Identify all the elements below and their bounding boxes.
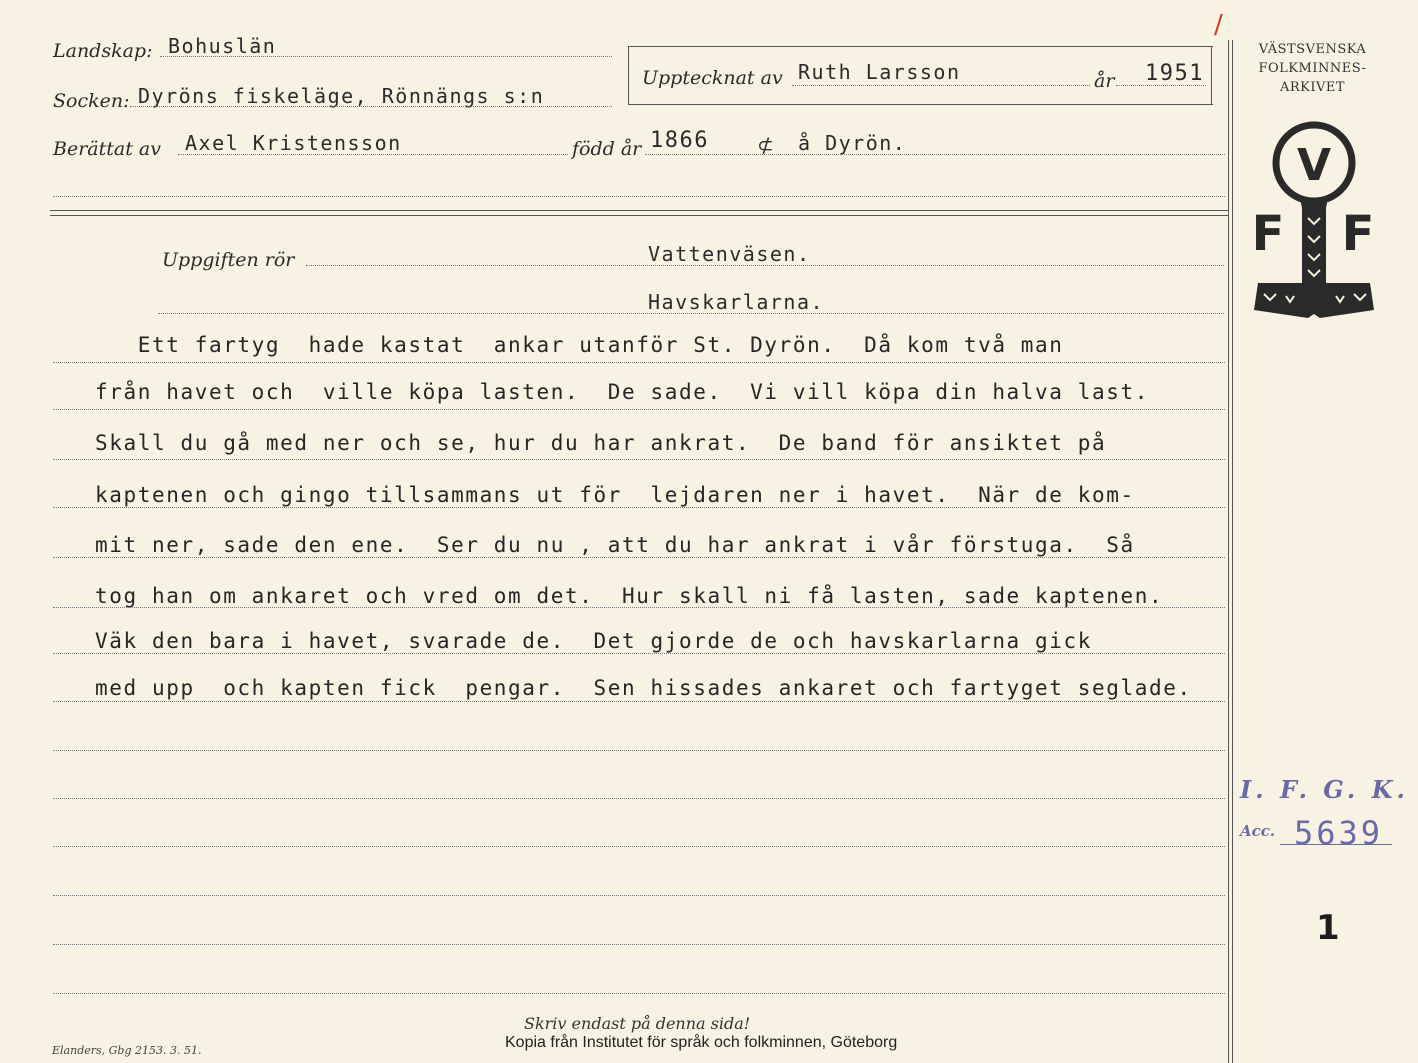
footer-instruction: Skriv endast på denna sida! (524, 1014, 751, 1033)
rule (53, 944, 1225, 945)
socken-line (130, 106, 612, 107)
socken-value: Dyröns fiskeläge, Rönnängs s:n (138, 84, 545, 108)
stamp-initials: I. F. G. K. (1240, 775, 1409, 804)
ar-line (1116, 85, 1206, 86)
fodd-value: 1866 (650, 128, 709, 153)
stamp-underline (1280, 844, 1392, 845)
fodd-line (645, 154, 1225, 155)
subject-line-2: Havskarlarna. (648, 290, 825, 314)
archive-line-2: FOLKMINNES- (1258, 61, 1367, 76)
fodd-label: född år (572, 138, 642, 160)
rule (53, 507, 1225, 508)
body-line: Ett fartyg hade kastat ankar utanför St. Dyrön. Då kom två man (95, 333, 1064, 357)
body-line: Skall du gå med ner och se, hur du har ankrat. De band för ansiktet på (95, 431, 1107, 455)
rule (53, 701, 1225, 702)
archive-line-1: VÄSTSVENSKA (1258, 42, 1367, 57)
berattat-line (178, 154, 568, 155)
vff-hammer-logo-icon (1250, 118, 1378, 323)
upptecknat-value: Ruth Larsson (798, 60, 961, 84)
copy-note: Kopia från Institutet för språk och folkminnen, Göteborg (505, 1034, 898, 1051)
body-line: mit ner, sade den ene. Ser du nu , att du har ankrat i vår förstuga. Så (95, 533, 1135, 557)
body-line: från havet och ville köpa lasten. De sade. Vi vill köpa din halva last. (95, 380, 1149, 404)
header-blank-line (53, 196, 1225, 197)
red-page-mark: / (1214, 10, 1223, 40)
box-left (628, 46, 629, 105)
ar-value: 1951 (1145, 61, 1204, 86)
separator-bottom (50, 215, 1228, 216)
upptecknat-label: Upptecknat av (642, 67, 783, 89)
berattat-label: Berättat av (53, 138, 161, 160)
body-line: med upp och kapten fick pengar. Sen hissades ankaret och fartyget seglade. (95, 676, 1192, 700)
landskap-value: Bohuslän (168, 34, 277, 58)
stamp-acc-number: 5639 (1294, 814, 1384, 852)
rule (53, 993, 1225, 994)
rule (53, 557, 1225, 558)
upptecknat-line (792, 85, 1090, 86)
landskap-line (160, 56, 612, 57)
ar-label: år (1094, 70, 1115, 92)
archive-name (1245, 40, 1380, 97)
subject-dots-1 (306, 265, 1224, 266)
logo-letter-f-right: F (1341, 206, 1375, 262)
separator-top (50, 210, 1228, 211)
subject-line-1: Vattenväsen. (648, 242, 811, 266)
rule (53, 798, 1225, 799)
printer-mark: Elanders, Gbg 2153. 3. 51. (52, 1044, 202, 1057)
body-line: kaptenen och gingo tillsammans ut för lejdaren ner i havet. När de kom- (95, 483, 1135, 507)
logo-letter-f-left: F (1251, 206, 1285, 262)
logo-letter-v: V (1296, 140, 1332, 191)
rule (53, 459, 1225, 460)
stamp-acc-label: Acc. (1240, 822, 1276, 840)
rule (53, 362, 1225, 363)
socken-label: Socken: (53, 90, 130, 112)
rule (53, 607, 1225, 608)
box-bottom (628, 104, 1213, 105)
crossed-out-mark: ⊄ (757, 133, 774, 157)
page-number: 1 (1316, 908, 1340, 948)
margin-line-2 (1232, 40, 1233, 1063)
landskap-label: Landskap: (53, 40, 153, 62)
rule (53, 895, 1225, 896)
rule (53, 846, 1225, 847)
box-top (628, 46, 1213, 47)
fodd-place: å Dyrön. (798, 131, 907, 155)
subject-dots-2 (158, 313, 1224, 314)
rule (53, 750, 1225, 751)
archive-line-3: ARKIVET (1279, 80, 1346, 95)
box-right (1211, 46, 1212, 105)
berattat-value: Axel Kristensson (185, 131, 402, 155)
rule (53, 409, 1225, 410)
body-line: Väk den bara i havet, svarade de. Det gjorde de och havskarlarna gick (95, 629, 1093, 653)
subject-label: Uppgiften rör (162, 249, 295, 271)
margin-line-1 (1228, 40, 1229, 1063)
rule (53, 653, 1225, 654)
body-line: tog han om ankaret och vred om det. Hur skall ni få lasten, sade kaptenen. (95, 584, 1164, 608)
